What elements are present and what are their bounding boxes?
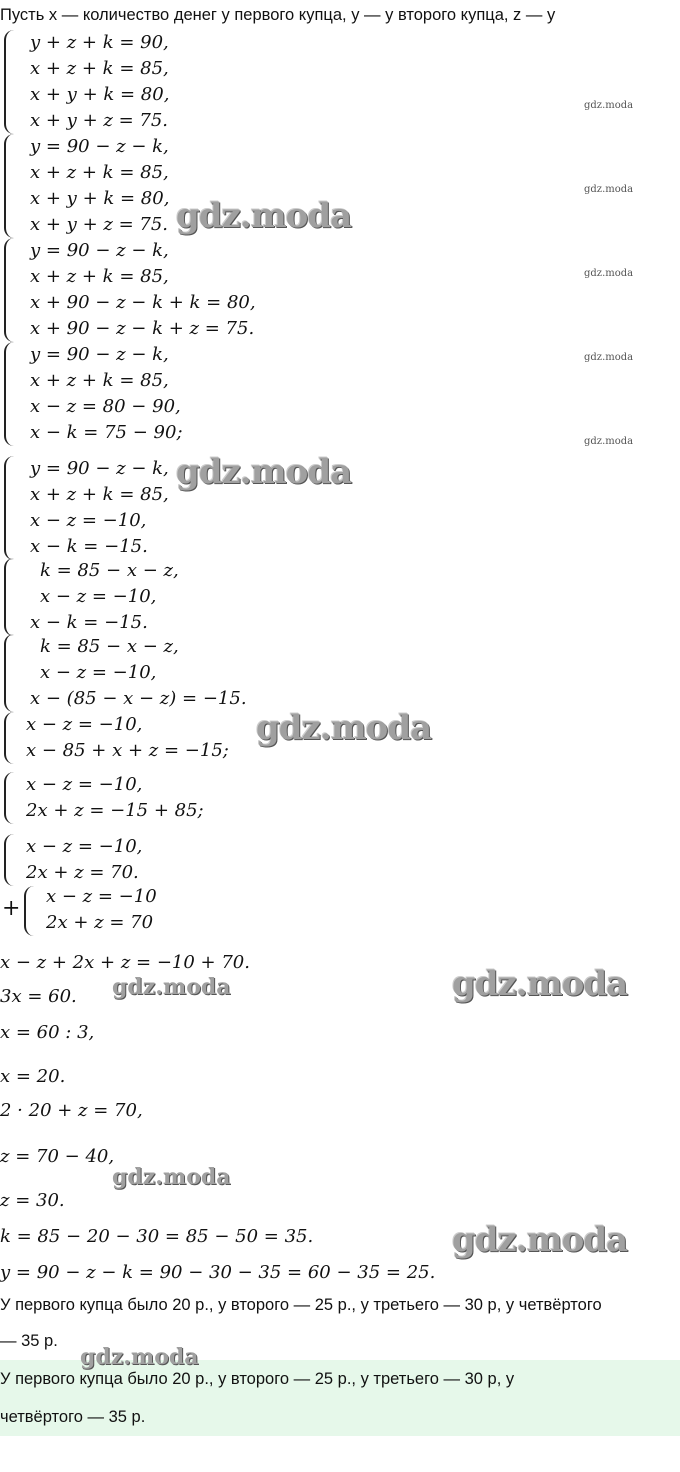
equation: 3x = 60.	[0, 986, 77, 1007]
equation: x − z = −10,	[26, 774, 143, 795]
system-brace	[4, 834, 20, 886]
equation: k = 85 − x − z,	[40, 560, 179, 581]
equation: k = 85 − x − z,	[40, 636, 179, 657]
conclusion-line: У первого купца было 20 р., у второго — 25 р., у третьего — 30 р, у четвёртого	[0, 1296, 602, 1314]
equation: x − z = −10,	[26, 714, 143, 735]
equation: z = 30.	[0, 1190, 65, 1211]
equation: x = 60 : 3,	[0, 1022, 95, 1043]
equation: y = 90 − z − k,	[30, 240, 169, 261]
answer-line: четвёртого — 35 р.	[0, 1408, 146, 1426]
equation: x − z = −10,	[40, 662, 157, 683]
system-brace	[4, 238, 20, 342]
system-brace	[4, 30, 20, 134]
equation: x + 90 − z − k + k = 80,	[30, 292, 256, 313]
equation: x − k = −15.	[30, 536, 148, 557]
system-brace	[4, 558, 20, 636]
equation: x − z = −10,	[40, 586, 157, 607]
system-brace	[4, 134, 20, 238]
plus-sign: +	[2, 896, 21, 921]
equation: z = 70 − 40,	[0, 1146, 115, 1167]
equation: x − 85 + x + z = −15;	[26, 740, 229, 761]
system-brace	[4, 634, 20, 712]
system-brace	[4, 342, 20, 446]
watermark: gdz.moda	[112, 1164, 231, 1190]
equation: x = 20.	[0, 1066, 66, 1087]
intro-text: Пусть x — количество денег у первого купца, y — у второго купца, z — у	[0, 6, 556, 24]
equation: x + z + k = 85,	[30, 370, 169, 391]
equation: x + y + k = 80,	[30, 188, 170, 209]
watermark: gdz.moda	[176, 196, 352, 236]
watermark: gdz.moda	[80, 1344, 199, 1370]
equation: x − k = 75 − 90;	[30, 422, 183, 443]
watermark: gdz.moda	[584, 268, 634, 279]
equation: x − z = −10	[46, 886, 157, 907]
answer-box	[0, 1360, 680, 1436]
equation: 2x + z = 70.	[26, 862, 139, 883]
equation: y = 90 − z − k,	[30, 458, 169, 479]
watermark: gdz.moda	[452, 964, 628, 1004]
equation: x − z + 2x + z = −10 + 70.	[0, 952, 250, 973]
equation: k = 85 − 20 − 30 = 85 − 50 = 35.	[0, 1226, 314, 1247]
equation: y + z + k = 90,	[30, 32, 169, 53]
watermark: gdz.moda	[176, 452, 352, 492]
equation: x + y + z = 75.	[30, 110, 169, 131]
watermark: gdz.moda	[256, 708, 432, 748]
equation: 2x + z = −15 + 85;	[26, 800, 204, 821]
equation: x + y + k = 80,	[30, 84, 170, 105]
equation: x − z = 80 − 90,	[30, 396, 181, 417]
equation: x + y + z = 75.	[30, 214, 169, 235]
watermark: gdz.moda	[584, 436, 634, 447]
answer-line: У первого купца было 20 р., у второго — 25 р., у третьего — 30 р, у	[0, 1370, 515, 1388]
system-brace	[4, 772, 20, 824]
equation: x − z = −10,	[30, 510, 147, 531]
watermark: gdz.moda	[584, 352, 634, 363]
equation: x + z + k = 85,	[30, 484, 169, 505]
equation: 2 · 20 + z = 70,	[0, 1100, 143, 1121]
watermark: gdz.moda	[584, 184, 634, 195]
system-brace	[4, 712, 20, 764]
conclusion-line: — 35 р.	[0, 1332, 58, 1350]
equation: x + 90 − z − k + z = 75.	[30, 318, 255, 339]
equation: x + z + k = 85,	[30, 266, 169, 287]
equation: y = 90 − z − k,	[30, 344, 169, 365]
equation: y = 90 − z − k = 90 − 30 − 35 = 60 − 35 = 25.	[0, 1262, 436, 1283]
equation: x − (85 − x − z) = −15.	[30, 688, 247, 709]
equation: y = 90 − z − k,	[30, 136, 169, 157]
watermark: gdz.moda	[584, 100, 634, 111]
equation: x + z + k = 85,	[30, 58, 169, 79]
watermark: gdz.moda	[452, 1220, 628, 1260]
equation: x − z = −10,	[26, 836, 143, 857]
system-brace	[4, 456, 20, 560]
watermark: gdz.moda	[112, 974, 231, 1000]
system-brace	[24, 886, 40, 936]
equation: x − k = −15.	[30, 612, 148, 633]
equation: x + z + k = 85,	[30, 162, 169, 183]
equation: 2x + z = 70	[46, 912, 154, 933]
